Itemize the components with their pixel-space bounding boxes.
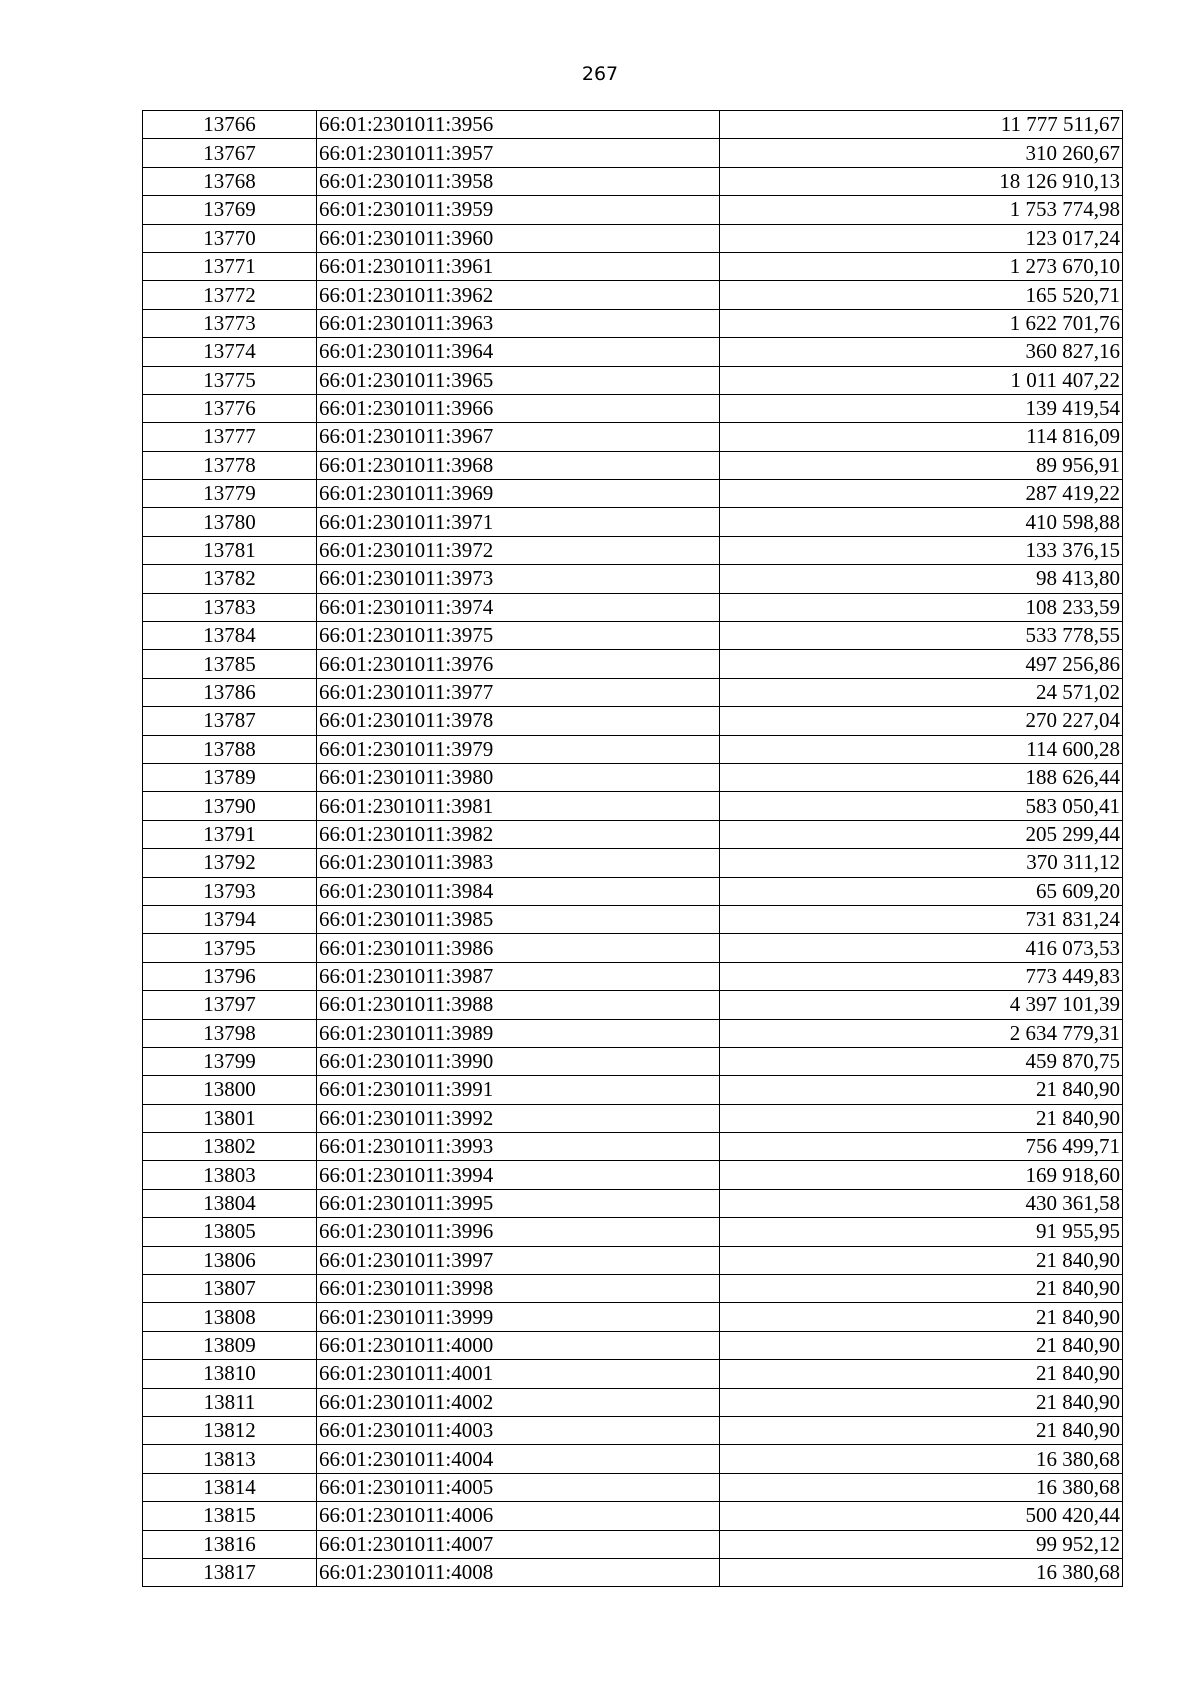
cadastral-number-cell: 66:01:2301011:4000	[317, 1331, 720, 1359]
cadastral-value-cell: 21 840,90	[720, 1416, 1123, 1444]
table-row	[143, 1558, 1123, 1586]
table-row	[143, 877, 1123, 905]
row-number-cell: 13780	[143, 508, 317, 536]
cadastral-number-cell: 66:01:2301011:3979	[317, 735, 720, 763]
table-row	[143, 622, 1123, 650]
cadastral-number-cell: 66:01:2301011:3965	[317, 366, 720, 394]
row-number-cell: 13772	[143, 281, 317, 309]
row-number-cell: 13795	[143, 934, 317, 962]
cadastral-value-cell: 500 420,44	[720, 1502, 1123, 1530]
cadastral-number-cell: 66:01:2301011:3989	[317, 1019, 720, 1047]
cadastral-number-cell: 66:01:2301011:3996	[317, 1218, 720, 1246]
row-number-cell: 13808	[143, 1303, 317, 1331]
cadastral-value-cell: 21 840,90	[720, 1388, 1123, 1416]
cadastral-value-cell: 287 419,22	[720, 480, 1123, 508]
row-number-cell: 13796	[143, 962, 317, 990]
cadastral-value-cell: 21 840,90	[720, 1331, 1123, 1359]
table-row	[143, 111, 1123, 139]
cadastral-number-cell: 66:01:2301011:4007	[317, 1530, 720, 1558]
cadastral-number-cell: 66:01:2301011:3957	[317, 139, 720, 167]
cadastral-number-cell: 66:01:2301011:4006	[317, 1502, 720, 1530]
cadastral-value-cell: 430 361,58	[720, 1189, 1123, 1217]
cadastral-number-cell: 66:01:2301011:4008	[317, 1558, 720, 1586]
table-row	[143, 1360, 1123, 1388]
table-row	[143, 1076, 1123, 1104]
row-number-cell: 13784	[143, 622, 317, 650]
cadastral-value-cell: 114 600,28	[720, 735, 1123, 763]
cadastral-number-cell: 66:01:2301011:3958	[317, 167, 720, 195]
cadastral-value-cell: 205 299,44	[720, 820, 1123, 848]
table-row	[143, 763, 1123, 791]
page-number: 267	[581, 63, 619, 85]
table-row	[143, 1047, 1123, 1075]
cadastral-number-cell: 66:01:2301011:4004	[317, 1445, 720, 1473]
table-row	[143, 508, 1123, 536]
row-number-cell: 13790	[143, 792, 317, 820]
row-number-cell: 13814	[143, 1473, 317, 1501]
row-number-cell: 13792	[143, 849, 317, 877]
cadastral-number-cell: 66:01:2301011:4002	[317, 1388, 720, 1416]
table-row	[143, 792, 1123, 820]
row-number-cell: 13807	[143, 1275, 317, 1303]
cadastral-value-cell: 16 380,68	[720, 1473, 1123, 1501]
cadastral-number-cell: 66:01:2301011:3984	[317, 877, 720, 905]
cadastral-value-cell: 4 397 101,39	[720, 991, 1123, 1019]
row-number-cell: 13809	[143, 1331, 317, 1359]
cadastral-value-cell: 2 634 779,31	[720, 1019, 1123, 1047]
row-number-cell: 13774	[143, 338, 317, 366]
table-row	[143, 309, 1123, 337]
row-number-cell: 13782	[143, 565, 317, 593]
row-number-cell: 13769	[143, 196, 317, 224]
cadastral-value-cell: 98 413,80	[720, 565, 1123, 593]
row-number-cell: 13801	[143, 1104, 317, 1132]
cadastral-number-cell: 66:01:2301011:3981	[317, 792, 720, 820]
cadastral-number-cell: 66:01:2301011:3967	[317, 423, 720, 451]
cadastral-value-cell: 773 449,83	[720, 962, 1123, 990]
table-row	[143, 565, 1123, 593]
table-row	[143, 167, 1123, 195]
table-row	[143, 224, 1123, 252]
row-number-cell: 13804	[143, 1189, 317, 1217]
cadastral-value-cell: 65 609,20	[720, 877, 1123, 905]
cadastral-number-cell: 66:01:2301011:3974	[317, 593, 720, 621]
cadastral-value-cell: 1 011 407,22	[720, 366, 1123, 394]
row-number-cell: 13798	[143, 1019, 317, 1047]
row-number-cell: 13803	[143, 1161, 317, 1189]
table-row	[143, 1019, 1123, 1047]
row-number-cell: 13781	[143, 536, 317, 564]
row-number-cell: 13785	[143, 650, 317, 678]
row-number-cell: 13802	[143, 1133, 317, 1161]
cadastral-value-cell: 169 918,60	[720, 1161, 1123, 1189]
row-number-cell: 13806	[143, 1246, 317, 1274]
cadastral-value-cell: 410 598,88	[720, 508, 1123, 536]
cadastral-number-cell: 66:01:2301011:3993	[317, 1133, 720, 1161]
cadastral-number-cell: 66:01:2301011:3962	[317, 281, 720, 309]
table-row	[143, 338, 1123, 366]
cadastral-value-cell: 18 126 910,13	[720, 167, 1123, 195]
table-row	[143, 593, 1123, 621]
cadastral-number-cell: 66:01:2301011:3997	[317, 1246, 720, 1274]
cadastral-value-cell: 139 419,54	[720, 394, 1123, 422]
row-number-cell: 13787	[143, 707, 317, 735]
row-number-cell: 13789	[143, 763, 317, 791]
row-number-cell: 13793	[143, 877, 317, 905]
table-row	[143, 536, 1123, 564]
cadastral-value-cell: 459 870,75	[720, 1047, 1123, 1075]
row-number-cell: 13788	[143, 735, 317, 763]
cadastral-number-cell: 66:01:2301011:3963	[317, 309, 720, 337]
cadastral-number-cell: 66:01:2301011:4001	[317, 1360, 720, 1388]
cadastral-value-cell: 99 952,12	[720, 1530, 1123, 1558]
cadastral-number-cell: 66:01:2301011:3983	[317, 849, 720, 877]
cadastral-value-cell: 16 380,68	[720, 1445, 1123, 1473]
row-number-cell: 13775	[143, 366, 317, 394]
cadastral-number-cell: 66:01:2301011:3990	[317, 1047, 720, 1075]
row-number-cell: 13783	[143, 593, 317, 621]
table-row	[143, 1161, 1123, 1189]
table-row	[143, 366, 1123, 394]
cadastral-value-cell: 21 840,90	[720, 1076, 1123, 1104]
row-number-cell: 13799	[143, 1047, 317, 1075]
row-number-cell: 13766	[143, 111, 317, 139]
cadastral-value-cell: 756 499,71	[720, 1133, 1123, 1161]
cadastral-value-cell: 16 380,68	[720, 1558, 1123, 1586]
cadastral-number-cell: 66:01:2301011:3976	[317, 650, 720, 678]
table-row	[143, 678, 1123, 706]
row-number-cell: 13776	[143, 394, 317, 422]
cadastral-number-cell: 66:01:2301011:3991	[317, 1076, 720, 1104]
row-number-cell: 13816	[143, 1530, 317, 1558]
cadastral-value-cell: 270 227,04	[720, 707, 1123, 735]
row-number-cell: 13767	[143, 139, 317, 167]
table-row	[143, 252, 1123, 280]
cadastral-value-cell: 21 840,90	[720, 1246, 1123, 1274]
table-row	[143, 1189, 1123, 1217]
table-row	[143, 480, 1123, 508]
cadastral-value-cell: 731 831,24	[720, 905, 1123, 933]
table-body	[143, 111, 1123, 1587]
cadastral-value-cell: 416 073,53	[720, 934, 1123, 962]
table-row	[143, 991, 1123, 1019]
table-row	[143, 1275, 1123, 1303]
cadastral-number-cell: 66:01:2301011:3980	[317, 763, 720, 791]
cadastral-value-cell: 497 256,86	[720, 650, 1123, 678]
table-row	[143, 1473, 1123, 1501]
cadastral-number-cell: 66:01:2301011:3978	[317, 707, 720, 735]
cadastral-number-cell: 66:01:2301011:3972	[317, 536, 720, 564]
row-number-cell: 13791	[143, 820, 317, 848]
cadastral-value-cell: 108 233,59	[720, 593, 1123, 621]
table-row	[143, 1502, 1123, 1530]
cadastral-value-cell: 1 753 774,98	[720, 196, 1123, 224]
row-number-cell: 13777	[143, 423, 317, 451]
table-row	[143, 1416, 1123, 1444]
row-number-cell: 13812	[143, 1416, 317, 1444]
table-row	[143, 1303, 1123, 1331]
cadastral-value-cell: 21 840,90	[720, 1275, 1123, 1303]
row-number-cell: 13771	[143, 252, 317, 280]
cadastral-number-cell: 66:01:2301011:3966	[317, 394, 720, 422]
row-number-cell: 13770	[143, 224, 317, 252]
row-number-cell: 13811	[143, 1388, 317, 1416]
cadastral-value-cell: 91 955,95	[720, 1218, 1123, 1246]
cadastral-number-cell: 66:01:2301011:4003	[317, 1416, 720, 1444]
cadastral-number-cell: 66:01:2301011:3985	[317, 905, 720, 933]
cadastral-value-cell: 123 017,24	[720, 224, 1123, 252]
row-number-cell: 13817	[143, 1558, 317, 1586]
cadastral-number-cell: 66:01:2301011:3971	[317, 508, 720, 536]
row-number-cell: 13810	[143, 1360, 317, 1388]
row-number-cell: 13786	[143, 678, 317, 706]
table-row	[143, 1445, 1123, 1473]
cadastral-value-cell: 533 778,55	[720, 622, 1123, 650]
table-row	[143, 1388, 1123, 1416]
cadastral-number-cell: 66:01:2301011:3956	[317, 111, 720, 139]
cadastral-value-cell: 21 840,90	[720, 1303, 1123, 1331]
cadastral-value-cell: 133 376,15	[720, 536, 1123, 564]
cadastral-number-cell: 66:01:2301011:3988	[317, 991, 720, 1019]
cadastral-number-cell: 66:01:2301011:3998	[317, 1275, 720, 1303]
cadastral-value-cell: 360 827,16	[720, 338, 1123, 366]
table-row	[143, 196, 1123, 224]
cadastral-number-cell: 66:01:2301011:3975	[317, 622, 720, 650]
cadastral-value-cell: 370 311,12	[720, 849, 1123, 877]
cadastral-number-cell: 66:01:2301011:3959	[317, 196, 720, 224]
cadastral-value-cell: 24 571,02	[720, 678, 1123, 706]
table-row	[143, 849, 1123, 877]
table-row	[143, 281, 1123, 309]
table-row	[143, 905, 1123, 933]
cadastral-value-cell: 1 273 670,10	[720, 252, 1123, 280]
cadastral-value-cell: 21 840,90	[720, 1360, 1123, 1388]
cadastral-number-cell: 66:01:2301011:3960	[317, 224, 720, 252]
cadastral-number-cell: 66:01:2301011:3982	[317, 820, 720, 848]
cadastral-value-cell: 165 520,71	[720, 281, 1123, 309]
table-row	[143, 1133, 1123, 1161]
cadastral-number-cell: 66:01:2301011:3969	[317, 480, 720, 508]
table-row	[143, 139, 1123, 167]
row-number-cell: 13773	[143, 309, 317, 337]
cadastral-value-cell: 310 260,67	[720, 139, 1123, 167]
cadastral-number-cell: 66:01:2301011:3992	[317, 1104, 720, 1132]
cadastral-value-cell: 21 840,90	[720, 1104, 1123, 1132]
table-row	[143, 820, 1123, 848]
row-number-cell: 13813	[143, 1445, 317, 1473]
row-number-cell: 13797	[143, 991, 317, 1019]
cadastral-number-cell: 66:01:2301011:3995	[317, 1189, 720, 1217]
table-row	[143, 735, 1123, 763]
cadastral-number-cell: 66:01:2301011:3977	[317, 678, 720, 706]
table-row	[143, 1246, 1123, 1274]
table-row	[143, 962, 1123, 990]
cadastral-number-cell: 66:01:2301011:3986	[317, 934, 720, 962]
row-number-cell: 13800	[143, 1076, 317, 1104]
cadastral-number-cell: 66:01:2301011:4005	[317, 1473, 720, 1501]
table-row	[143, 707, 1123, 735]
cadastral-value-cell: 89 956,91	[720, 451, 1123, 479]
row-number-cell: 13768	[143, 167, 317, 195]
table-row	[143, 1530, 1123, 1558]
cadastral-number-cell: 66:01:2301011:3964	[317, 338, 720, 366]
cadastral-number-cell: 66:01:2301011:3961	[317, 252, 720, 280]
cadastral-number-cell: 66:01:2301011:3994	[317, 1161, 720, 1189]
cadastral-number-cell: 66:01:2301011:3987	[317, 962, 720, 990]
table-row	[143, 1104, 1123, 1132]
table-row	[143, 423, 1123, 451]
cadastral-value-cell: 11 777 511,67	[720, 111, 1123, 139]
table-row	[143, 934, 1123, 962]
cadastral-number-cell: 66:01:2301011:3999	[317, 1303, 720, 1331]
table-row	[143, 1331, 1123, 1359]
cadastral-value-cell: 114 816,09	[720, 423, 1123, 451]
cadastral-value-cell: 1 622 701,76	[720, 309, 1123, 337]
row-number-cell: 13805	[143, 1218, 317, 1246]
cadastral-value-table	[142, 110, 1123, 1587]
cadastral-value-cell: 188 626,44	[720, 763, 1123, 791]
table-row	[143, 650, 1123, 678]
row-number-cell: 13794	[143, 905, 317, 933]
row-number-cell: 13778	[143, 451, 317, 479]
table-row	[143, 394, 1123, 422]
cadastral-number-cell: 66:01:2301011:3968	[317, 451, 720, 479]
table-row	[143, 1218, 1123, 1246]
cadastral-number-cell: 66:01:2301011:3973	[317, 565, 720, 593]
cadastral-value-cell: 583 050,41	[720, 792, 1123, 820]
row-number-cell: 13779	[143, 480, 317, 508]
row-number-cell: 13815	[143, 1502, 317, 1530]
table-row	[143, 451, 1123, 479]
